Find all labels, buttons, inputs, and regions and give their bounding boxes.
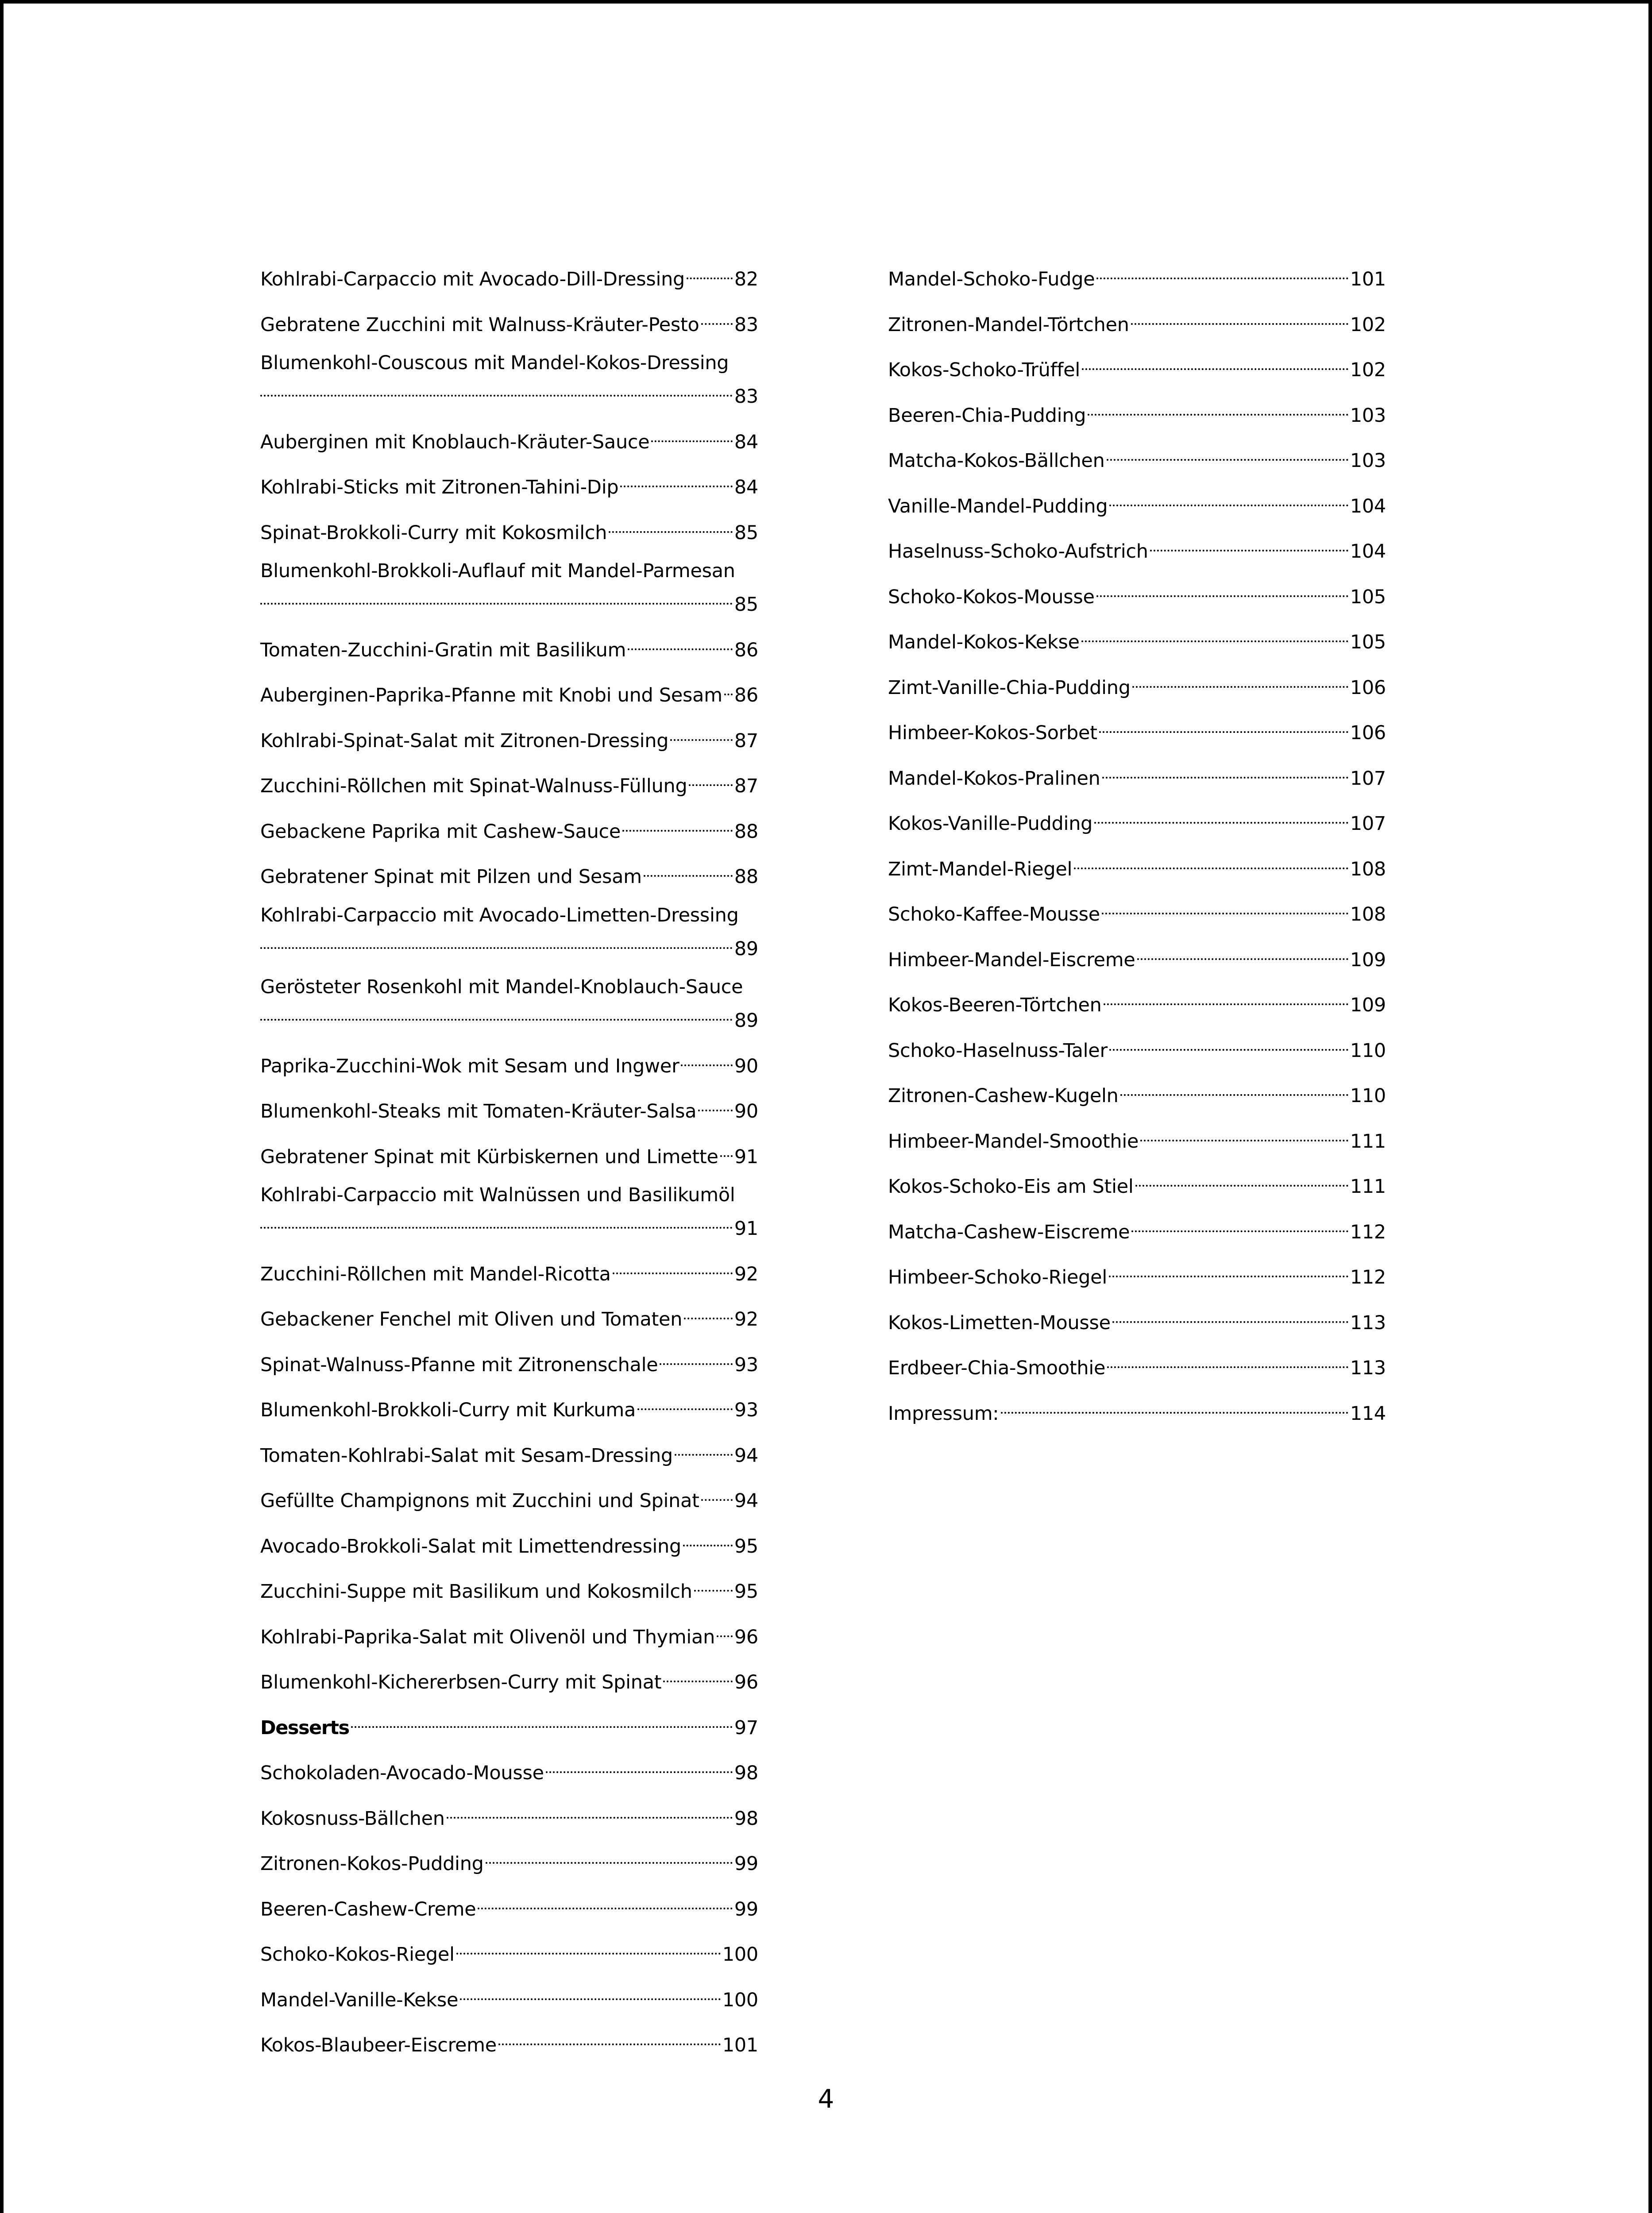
toc-entry-page-number: 97 — [734, 1716, 758, 1739]
toc-entry-title: Desserts — [260, 1716, 349, 1739]
dot-leader — [684, 1299, 733, 1326]
dot-leader — [1102, 894, 1348, 921]
dot-leader — [1096, 577, 1348, 603]
dot-leader — [486, 1843, 733, 1870]
toc-entry-page-number: 101 — [722, 2034, 758, 2056]
toc-entry-page-number: 112 — [1350, 1221, 1386, 1243]
dot-leader — [1109, 1030, 1348, 1057]
toc-entry — [888, 259, 1386, 290]
toc-entry-page-number: 107 — [1350, 813, 1386, 835]
toc-entry-page-number: 105 — [1350, 631, 1386, 653]
toc-entry-page-number: 88 — [734, 866, 758, 888]
toc-entry — [260, 1934, 758, 1966]
dot-leader — [1131, 1212, 1348, 1238]
toc-entry — [260, 1046, 758, 1077]
toc-entry-page-number: 89 — [734, 1010, 758, 1032]
toc-entry — [260, 766, 758, 797]
dot-leader — [498, 2025, 721, 2051]
toc-entry-title: Schoko-Haselnuss-Taler — [888, 1039, 1108, 1062]
toc-entry — [260, 1480, 758, 1512]
toc-entry-page-number: 87 — [734, 729, 758, 752]
toc-entry-page-number: 102 — [1350, 359, 1386, 381]
dot-leader — [681, 1046, 732, 1072]
toc-entry-page-number: 100 — [722, 1943, 758, 1966]
toc-entry-title: Gebratener Spinat mit Pilzen und Sesam — [260, 866, 642, 888]
toc-entry — [260, 1137, 758, 1168]
toc-entry-title: Blumenkohl-Brokkoli-Auflauf mit Mandel-Parmesan — [260, 560, 735, 582]
toc-entry-title: Matcha-Kokos-Bällchen — [888, 450, 1105, 472]
toc-entry-page-number: 106 — [1350, 676, 1386, 699]
dot-leader — [1001, 1393, 1348, 1420]
toc-entry-page-number: 110 — [1350, 1085, 1386, 1107]
toc-entry-title: Kohlrabi-Sticks mit Zitronen-Tahini-Dip — [260, 476, 619, 498]
toc-entry — [260, 558, 758, 616]
dot-leader — [1074, 849, 1348, 875]
dot-leader — [1082, 350, 1348, 376]
toc-entry-page-number: 101 — [1350, 268, 1386, 290]
toc-entry — [888, 1076, 1386, 1107]
dot-leader — [701, 1480, 733, 1507]
toc-entry-page-number: 113 — [1350, 1311, 1386, 1334]
toc-entry-page-number: 95 — [734, 1581, 758, 1603]
toc-entry — [260, 467, 758, 498]
toc-entry-page-number: 99 — [734, 1898, 758, 1920]
toc-entry — [888, 531, 1386, 563]
toc-entry — [260, 1091, 758, 1122]
toc-entry-page-number: 102 — [1350, 313, 1386, 336]
toc-entry — [260, 974, 758, 1032]
toc-entry — [260, 1889, 758, 1920]
dot-leader — [1081, 622, 1348, 648]
dot-leader — [260, 1208, 733, 1235]
toc-entry-title: Impressum: — [888, 1402, 999, 1425]
dot-leader — [1120, 1076, 1348, 1102]
toc-entry-page-number: 87 — [734, 775, 758, 797]
toc-entry-page-number: 93 — [734, 1399, 758, 1421]
toc-entry-title: Himbeer-Mandel-Smoothie — [888, 1130, 1139, 1153]
toc-entry-page-number: 89 — [734, 937, 758, 960]
toc-entry — [888, 1393, 1386, 1425]
toc-entry-page-number: 103 — [1350, 404, 1386, 427]
toc-entry-page-number: 98 — [734, 1807, 758, 1830]
toc-entry-page-number: 111 — [1350, 1130, 1386, 1153]
toc-entry-title: Mandel-Kokos-Pralinen — [888, 767, 1100, 790]
toc-entry-title: Mandel-Kokos-Kekse — [888, 631, 1080, 653]
dot-leader — [1109, 486, 1348, 513]
toc-entry-title: Kohlrabi-Spinat-Salat mit Zitronen-Dressing — [260, 729, 669, 752]
dot-leader — [260, 929, 733, 955]
toc-entry-title: Kohlrabi-Paprika-Salat mit Olivenöl und Thymian — [260, 1626, 715, 1648]
toc-entry-title: Zucchini-Suppe mit Basilikum und Kokosmilch — [260, 1581, 692, 1603]
toc-entry — [260, 1753, 758, 1784]
toc-entry — [888, 894, 1386, 925]
dot-leader — [698, 1091, 733, 1118]
toc-entry-title: Kohlrabi-Carpaccio mit Avocado-Limetten-Dressing — [260, 904, 739, 926]
dot-leader — [1102, 758, 1348, 785]
toc-entry-page-number: 82 — [734, 268, 758, 290]
toc-entry-title: Gerösteter Rosenkohl mit Mandel-Knoblauch-Sauce — [260, 976, 743, 998]
toc-entry — [888, 1121, 1386, 1153]
toc-entry — [888, 1030, 1386, 1062]
toc-entry — [888, 713, 1386, 744]
toc-entry-page-number: 104 — [1350, 495, 1386, 517]
toc-entry-title: Kohlrabi-Carpaccio mit Avocado-Dill-Dressing — [260, 268, 685, 290]
toc-entry — [260, 422, 758, 453]
dot-leader — [260, 1000, 733, 1027]
toc-entry-page-number: 88 — [734, 820, 758, 843]
toc-entry-page-number: 104 — [1350, 540, 1386, 563]
toc-entry-page-number: 95 — [734, 1535, 758, 1558]
toc-entry-title: Paprika-Zucchini-Wok mit Sesam und Ingwer — [260, 1055, 679, 1077]
dot-leader — [1109, 1257, 1348, 1284]
toc-entry-page-number: 83 — [734, 386, 758, 408]
toc-entry-title: Tomaten-Zucchini-Gratin mit Basilikum — [260, 639, 626, 661]
toc-entry — [260, 675, 758, 706]
toc-entry-page-number: 106 — [1350, 722, 1386, 744]
dot-leader — [1088, 395, 1348, 422]
toc-entry-title: Zitronen-Cashew-Kugeln — [888, 1085, 1119, 1107]
toc-entry — [888, 1257, 1386, 1288]
dot-leader — [1131, 305, 1348, 331]
toc-entry — [260, 1345, 758, 1376]
toc-entry-title: Auberginen mit Knoblauch-Kräuter-Sauce — [260, 431, 650, 453]
toc-entry-title: Kokos-Blaubeer-Eiscreme — [260, 2034, 497, 2056]
dot-leader — [447, 1798, 733, 1825]
toc-entry — [260, 350, 758, 408]
toc-entry-page-number: 107 — [1350, 767, 1386, 790]
dot-leader — [456, 1934, 721, 1961]
toc-entry-page-number: 93 — [734, 1353, 758, 1376]
toc-entry-title: Zitronen-Mandel-Törtchen — [888, 313, 1129, 336]
toc-entry — [888, 577, 1386, 608]
toc-entry — [260, 630, 758, 661]
toc-entry-page-number: 111 — [1350, 1176, 1386, 1198]
dot-leader — [260, 376, 733, 403]
dot-leader — [670, 721, 733, 747]
toc-entry-title: Blumenkohl-Kichererbsen-Curry mit Spinat — [260, 1671, 662, 1693]
toc-entry-title: Schokoladen-Avocado-Mousse — [260, 1762, 544, 1784]
toc-entry-page-number: 96 — [734, 1626, 758, 1648]
toc-entry — [260, 1390, 758, 1421]
toc-entry-page-number: 109 — [1350, 948, 1386, 971]
page-number: 4 — [818, 2084, 834, 2114]
toc-entry-title: Gefüllte Champignons mit Zucchini und Spinat — [260, 1490, 699, 1512]
dot-leader — [717, 1617, 733, 1643]
toc-entry-title: Gebackener Fenchel mit Oliven und Tomaten — [260, 1308, 683, 1330]
toc-entry — [888, 305, 1386, 336]
dot-leader — [1132, 667, 1348, 694]
toc-entry-title: Tomaten-Kohlrabi-Salat mit Sesam-Dressing — [260, 1444, 673, 1467]
dot-leader — [1135, 1166, 1348, 1193]
toc-entry-page-number: 86 — [734, 684, 758, 706]
dot-leader — [620, 467, 733, 493]
toc-entry-title: Zimt-Vanille-Chia-Pudding — [888, 676, 1131, 699]
dot-leader — [1150, 531, 1348, 558]
toc-entry-title: Zimt-Mandel-Riegel — [888, 858, 1073, 880]
toc-entry — [260, 856, 758, 888]
toc-entry-page-number: 91 — [734, 1218, 758, 1240]
toc-entry — [888, 1348, 1386, 1379]
toc-entry — [888, 395, 1386, 427]
dot-leader — [694, 1571, 733, 1598]
toc-entry-page-number: 105 — [1350, 586, 1386, 608]
dot-leader — [546, 1753, 733, 1779]
toc-entry — [260, 1617, 758, 1648]
toc-entry — [888, 1212, 1386, 1243]
toc-entry — [260, 811, 758, 843]
toc-entry-title: Zitronen-Kokos-Pudding — [260, 1853, 484, 1875]
toc-entry — [260, 1980, 758, 2011]
toc-entry — [888, 758, 1386, 790]
toc-entry-page-number: 84 — [734, 431, 758, 453]
toc-entry — [888, 1166, 1386, 1198]
toc-entry-title: Vanille-Mandel-Pudding — [888, 495, 1108, 517]
toc-entry-page-number: 90 — [734, 1055, 758, 1077]
toc-entry — [260, 305, 758, 336]
toc-entry-page-number: 114 — [1350, 1402, 1386, 1425]
toc-entry-title: Schoko-Kaffee-Mousse — [888, 903, 1100, 925]
toc-entry-title: Schoko-Kokos-Riegel — [260, 1943, 455, 1966]
toc-entry-title: Himbeer-Schoko-Riegel — [888, 1266, 1107, 1288]
toc-entry-page-number: 113 — [1350, 1357, 1386, 1379]
dot-leader — [1096, 259, 1348, 285]
dot-leader — [720, 1137, 733, 1163]
toc-entry-title: Blumenkohl-Steaks mit Tomaten-Kräuter-Salsa — [260, 1100, 697, 1122]
dot-leader — [609, 513, 733, 539]
toc-entry-page-number: 108 — [1350, 858, 1386, 880]
toc-entry-title: Zucchini-Röllchen mit Spinat-Walnuss-Füllung — [260, 775, 687, 797]
toc-entry-title: Kohlrabi-Carpaccio mit Walnüssen und Basilikumöl — [260, 1184, 735, 1206]
toc-entry — [888, 940, 1386, 971]
toc-entry-page-number: 92 — [734, 1263, 758, 1285]
toc-entry-page-number: 90 — [734, 1100, 758, 1122]
toc-entry — [888, 985, 1386, 1016]
toc-entry-page-number: 96 — [734, 1671, 758, 1693]
toc-entry-page-number: 85 — [734, 594, 758, 616]
toc-entry-title: Kokos-Vanille-Pudding — [888, 813, 1093, 835]
toc-entry-title: Blumenkohl-Brokkoli-Curry mit Kurkuma — [260, 1399, 636, 1421]
toc-entry-title: Haselnuss-Schoko-Aufstrich — [888, 540, 1148, 563]
toc-entry-title: Gebratener Spinat mit Kürbiskernen und Limette — [260, 1145, 718, 1168]
toc-entry — [260, 1254, 758, 1285]
toc-entry — [260, 2025, 758, 2056]
toc-entry-title: Beeren-Cashew-Creme — [260, 1898, 476, 1920]
toc-entry-page-number: 86 — [734, 639, 758, 661]
toc-entry-page-number: 99 — [734, 1853, 758, 1875]
dot-leader — [724, 675, 733, 702]
toc-entry-title: Matcha-Cashew-Eiscreme — [888, 1221, 1130, 1243]
toc-entry-title: Spinat-Brokkoli-Curry mit Kokosmilch — [260, 521, 607, 544]
toc-entry-title: Mandel-Schoko-Fudge — [888, 268, 1095, 290]
toc-entry — [260, 1182, 758, 1240]
dot-leader — [1107, 1348, 1348, 1374]
dot-leader — [460, 1980, 721, 2006]
dot-leader — [644, 856, 733, 883]
toc-entry — [260, 1843, 758, 1875]
toc-entry-title: Auberginen-Paprika-Pfanne mit Knobi und Sesam — [260, 684, 722, 706]
toc-entry-title: Blumenkohl-Couscous mit Mandel-Kokos-Dressing — [260, 352, 729, 374]
toc-entry-page-number: 84 — [734, 476, 758, 498]
toc-entry — [888, 667, 1386, 699]
toc-entry-title: Kokos-Schoko-Eis am Stiel — [888, 1176, 1134, 1198]
toc-entry-title: Zucchini-Röllchen mit Mandel-Ricotta — [260, 1263, 611, 1285]
toc-entry-page-number: 108 — [1350, 903, 1386, 925]
toc-entry — [260, 902, 758, 960]
toc-entry-title: Himbeer-Kokos-Sorbet — [888, 722, 1097, 744]
toc-entry-page-number: 112 — [1350, 1266, 1386, 1288]
toc-entry-page-number: 92 — [734, 1308, 758, 1330]
document-page — [4, 4, 1648, 2213]
toc-entry-title: Gebratene Zucchini mit Walnuss-Kräuter-Pesto — [260, 313, 699, 336]
dot-leader — [687, 259, 733, 285]
toc-entry — [888, 1303, 1386, 1334]
toc-entry-title: Schoko-Kokos-Mousse — [888, 586, 1095, 608]
dot-leader — [1140, 1121, 1348, 1148]
toc-entry-page-number: 85 — [734, 521, 758, 544]
toc-entry-title: Kokosnuss-Bällchen — [260, 1807, 445, 1830]
toc-entry-page-number: 109 — [1350, 994, 1386, 1016]
toc-entry-page-number: 100 — [722, 1989, 758, 2011]
toc-entry — [888, 849, 1386, 880]
toc-entry-title: Avocado-Brokkoli-Salat mit Limettendressing — [260, 1535, 681, 1558]
toc-entry — [888, 350, 1386, 381]
dot-leader — [1099, 713, 1348, 739]
dot-leader — [651, 422, 732, 448]
dot-leader — [1094, 803, 1348, 830]
toc-entry — [260, 513, 758, 544]
toc-entry-title: Kokos-Beeren-Törtchen — [888, 994, 1102, 1016]
dot-leader — [478, 1889, 732, 1916]
toc-entry — [888, 486, 1386, 517]
toc-entry-title: Spinat-Walnuss-Pfanne mit Zitronenschale — [260, 1353, 658, 1376]
toc-entry-page-number: 94 — [734, 1490, 758, 1512]
toc-entry — [260, 259, 758, 290]
toc-entry — [260, 1526, 758, 1558]
toc-entry-page-number: 91 — [734, 1145, 758, 1168]
dot-leader — [628, 630, 733, 656]
dot-leader — [260, 584, 733, 611]
toc-entry-title: Himbeer-Mandel-Eiscreme — [888, 948, 1135, 971]
toc-entry — [260, 1571, 758, 1603]
toc-entry — [888, 440, 1386, 472]
dot-leader — [675, 1435, 733, 1462]
toc-entry-title: Kokos-Schoko-Trüffel — [888, 359, 1081, 381]
toc-entry — [888, 803, 1386, 835]
toc-entry — [260, 1708, 758, 1739]
toc-entry — [260, 1662, 758, 1693]
toc-entry-page-number: 98 — [734, 1762, 758, 1784]
dot-leader — [351, 1708, 733, 1734]
dot-leader — [683, 1526, 733, 1553]
toc-entry — [260, 1299, 758, 1330]
toc-entry-title: Mandel-Vanille-Kekse — [260, 1989, 459, 2011]
toc-entry-title: Beeren-Chia-Pudding — [888, 404, 1086, 427]
dot-leader — [701, 305, 733, 331]
toc-entry — [260, 1435, 758, 1467]
toc-entry-title: Erdbeer-Chia-Smoothie — [888, 1357, 1106, 1379]
dot-leader — [637, 1390, 733, 1416]
toc-entry-page-number: 110 — [1350, 1039, 1386, 1062]
dot-leader — [689, 766, 732, 792]
dot-leader — [1107, 440, 1348, 467]
toc-entry-title: Kokos-Limetten-Mousse — [888, 1311, 1111, 1334]
toc-entry — [260, 1798, 758, 1830]
dot-leader — [1137, 940, 1348, 966]
dot-leader — [660, 1345, 732, 1371]
dot-leader — [1104, 985, 1348, 1011]
toc-entry-page-number: 94 — [734, 1444, 758, 1467]
dot-leader — [622, 811, 733, 838]
toc-entry — [888, 622, 1386, 653]
toc-entry-page-number: 103 — [1350, 450, 1386, 472]
dot-leader — [1112, 1303, 1348, 1329]
toc-entry-page-number: 83 — [734, 313, 758, 336]
toc-entry-title: Gebackene Paprika mit Cashew-Sauce — [260, 820, 621, 843]
toc-entry — [260, 721, 758, 752]
dot-leader — [613, 1254, 733, 1280]
dot-leader — [663, 1662, 733, 1689]
